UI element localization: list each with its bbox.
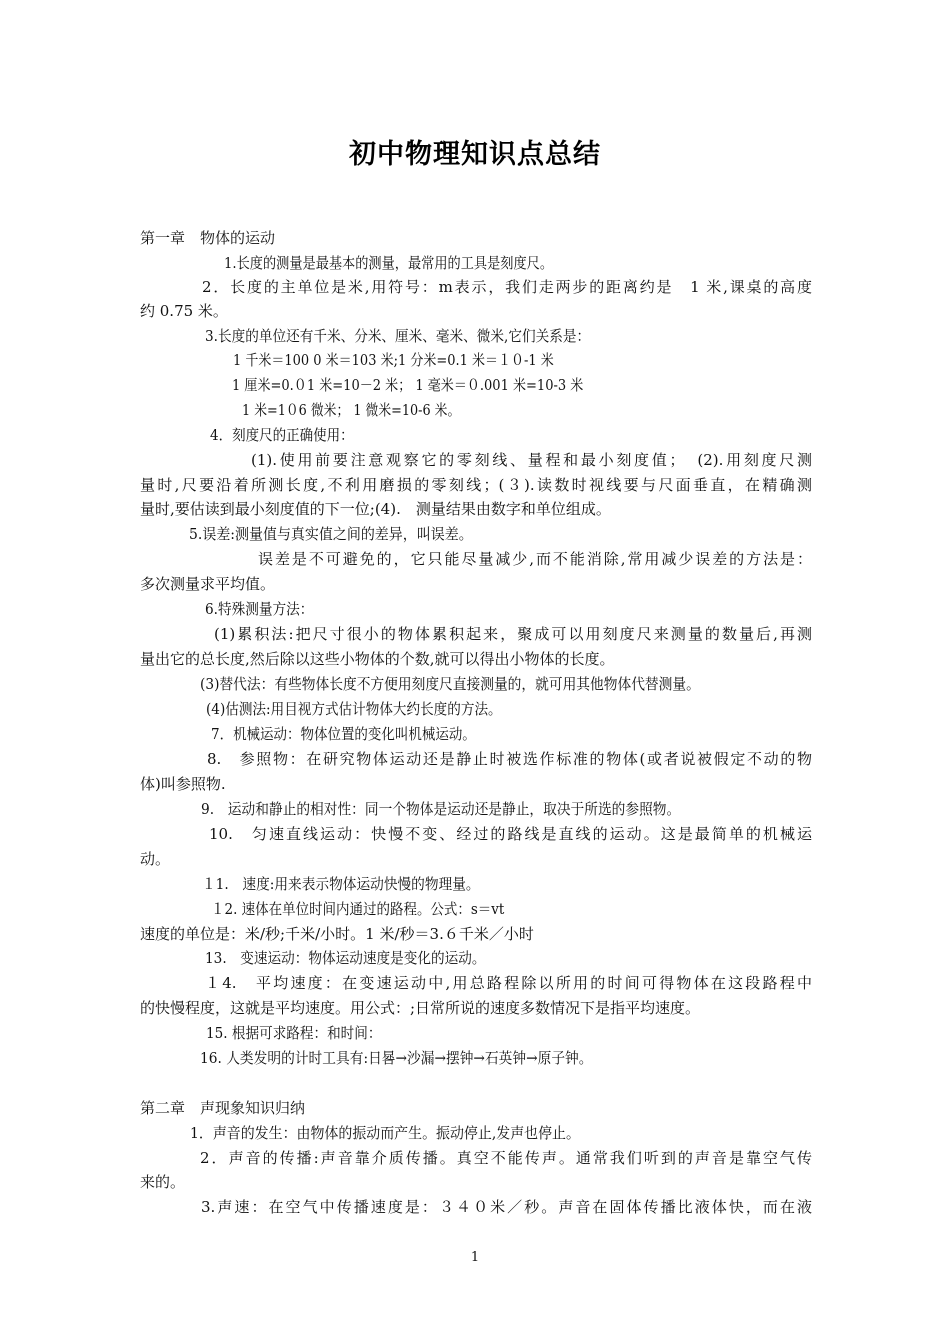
paragraph-line: 4．刻度尺的正确使用：: [210, 426, 354, 444]
chapter-1-heading: 第一章 物体的运动: [140, 229, 276, 247]
paragraph-line: 量时,尺要沿着所测长度,不利用磨损的零刻线；(３).读数时视线要与尺面垂直，在精确测: [140, 476, 812, 494]
paragraph-line: 来的。: [140, 1173, 186, 1191]
formula-line: 1 厘米=0.０1 米=10－2 米； 1 毫米＝０.001 米=10-3 米: [232, 376, 584, 394]
paragraph-line: 体)叫参照物.: [140, 775, 226, 793]
paragraph-line: 3.声速：在空气中传播速度是：３４０米／秒。声音在固体传播比液体快，而在液: [201, 1198, 812, 1216]
paragraph-line: 1.长度的测量是最基本的测量，最常用的工具是刻度尺。: [224, 254, 554, 272]
paragraph-line: 9. 运动和静止的相对性：同一个物体是运动还是静止，取决于所选的参照物。: [201, 800, 681, 818]
formula-line: 1 米=1０6 微米； 1 微米=10-6 米。: [242, 401, 461, 419]
paragraph-line: 量时,要估读到最小刻度值的下一位;(4). 测量结果由数字和单位组成。: [140, 500, 611, 518]
paragraph-line: 5.误差:测量值与真实值之间的差异，叫误差。: [189, 525, 473, 543]
paragraph-line: 动。: [140, 850, 171, 868]
paragraph-line: (3)替代法：有些物体长度不方便用刻度尺直接测量的，就可用其他物体代替测量。: [200, 675, 700, 693]
paragraph-line: １2. 速体在单位时间内通过的路程。公式：s＝vt: [211, 900, 505, 918]
paragraph-line: 15. 根据可求路程：和时间：: [206, 1024, 382, 1042]
paragraph-line: 的快慢程度，这就是平均速度。用公式：;日常所说的速度多数情况下是指平均速度。: [140, 999, 701, 1017]
paragraph-line: 16. 人类发明的计时工具有:日晷→沙漏→摆钟→石英钟→原子钟。: [200, 1049, 593, 1067]
paragraph-line: 3.长度的单位还有千米、分米、厘米、毫米、微米,它们关系是：: [205, 327, 591, 345]
paragraph-line: 多次测量求平均值。: [140, 575, 276, 593]
paragraph-line: 10. 匀速直线运动：快慢不变、经过的路线是直线的运动。这是最简单的机械运: [209, 825, 812, 843]
paragraph-line: 约 0.75 米。: [140, 302, 228, 320]
paragraph-line: 误差是不可避免的，它只能尽量减少,而不能消除,常用减少误差的方法是：: [258, 550, 812, 568]
paragraph-line: 13. 变速运动：物体运动速度是变化的运动。: [205, 949, 486, 967]
paragraph-line: 速度的单位是：米/秒;千米/小时。1 米/秒＝3.６千米／小时: [140, 925, 534, 943]
chapter-2-heading: 第二章 声现象知识归纳: [140, 1099, 306, 1117]
paragraph-line: 2．声音的传播:声音靠介质传播。真空不能传声。通常我们听到的声音是靠空气传: [200, 1149, 812, 1167]
paragraph-line: 8. 参照物：在研究物体运动还是静止时被选作标准的物体(或者说被假定不动的物: [207, 750, 812, 768]
paragraph-line: １1. 速度:用来表示物体运动快慢的物理量。: [202, 875, 480, 893]
page-number: 1: [470, 1250, 480, 1265]
paragraph-line: 量出它的总长度,然后除以这些小物体的个数,就可以得出小物体的长度。: [140, 650, 615, 668]
paragraph-line: (4)估测法:用目视方式估计物体大约长度的方法。: [206, 700, 502, 718]
document-title: 初中物理知识点总结: [349, 139, 601, 170]
paragraph-line: １4. 平均速度：在变速运动中,用总路程除以所用的时间可得物体在这段路程中: [205, 974, 812, 992]
paragraph-line: 1．声音的发生：由物体的振动而产生。振动停止,发声也停止。: [190, 1124, 580, 1142]
paragraph-line: 6.特殊测量方法：: [205, 600, 314, 618]
paragraph-line: (1)累积法:把尺寸很小的物体累积起来，聚成可以用刻度尺来测量的数量后,再测: [214, 625, 812, 643]
paragraph-line: 7．机械运动：物体位置的变化叫机械运动。: [211, 725, 476, 743]
paragraph-line: 2．长度的主单位是米,用符号：m表示，我们走两步的距离约是 1 米,课桌的高度: [202, 278, 812, 296]
paragraph-line: (1).使用前要注意观察它的零刻线、量程和最小刻度值； (2).用刻度尺测: [251, 451, 812, 469]
formula-line: 1 千米＝100 0 米＝103 米;1 分米=0.1 米＝１０-1 米: [233, 351, 554, 369]
